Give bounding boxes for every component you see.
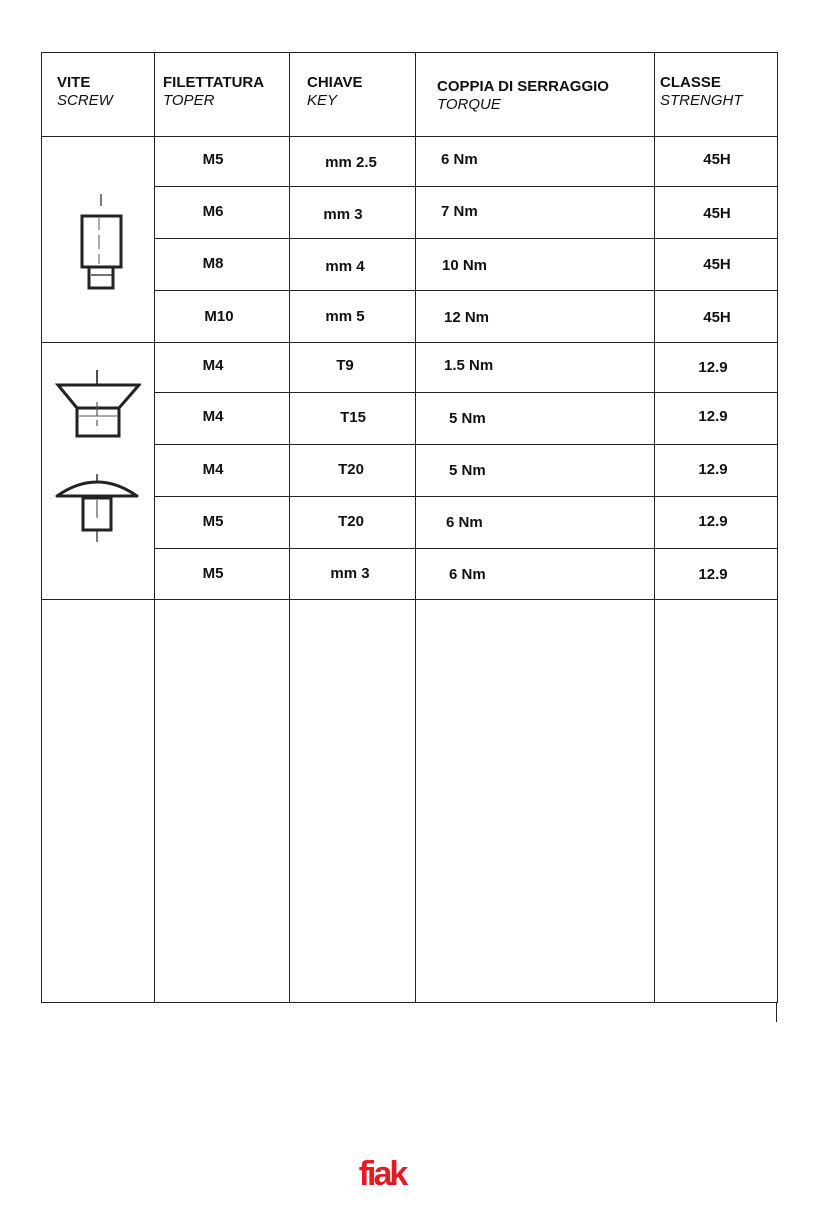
header-label: FILETTATURA: [163, 74, 265, 91]
header-sublabel: TORQUE: [437, 96, 501, 113]
header-vite: [57, 74, 113, 110]
countersunk-screw-icon: [55, 368, 141, 440]
header-coppia: [437, 78, 609, 114]
torque-cell: 6 Nm: [449, 566, 486, 583]
thread-cell: M5: [202, 513, 224, 530]
key-cell: mm 2.5: [325, 154, 377, 171]
header-label: COPPIA DI SERRAGGIO: [437, 78, 609, 95]
key-cell: mm 3: [323, 206, 363, 223]
row-divider: [154, 548, 777, 549]
row-divider: [154, 290, 777, 291]
header-chiave: [307, 74, 363, 110]
header-filettatura: [163, 74, 264, 110]
table-frame: [41, 52, 778, 1003]
row-divider: [154, 496, 777, 497]
row-divider: [154, 186, 777, 187]
torque-cell: 12 Nm: [444, 309, 490, 326]
thread-cell: M8: [202, 255, 224, 272]
socket-head-screw-icon: [75, 192, 123, 296]
thread-cell: M10: [204, 308, 234, 325]
fiak-logo: [352, 1155, 412, 1191]
torque-cell: 6 Nm: [441, 151, 478, 168]
torque-cell: 6 Nm: [446, 514, 483, 531]
thread-cell: M4: [202, 461, 224, 478]
class-cell: 45H: [703, 256, 731, 273]
torque-cell: 1.5 Nm: [444, 357, 494, 374]
header-label: VITE: [57, 74, 91, 91]
header-classe: [660, 74, 743, 110]
header-divider: [41, 136, 777, 137]
class-cell: 12.9: [698, 408, 728, 425]
key-cell: T20: [338, 513, 364, 530]
header-label: CLASSE: [660, 74, 721, 91]
group-divider: [41, 599, 777, 600]
header-label: CHIAVE: [307, 74, 363, 91]
thread-cell: M5: [202, 151, 224, 168]
key-cell: mm 4: [325, 258, 365, 275]
header-sublabel: SCREW: [57, 92, 113, 109]
class-cell: 12.9: [698, 359, 728, 376]
column-divider: [415, 52, 416, 1002]
key-cell: T9: [336, 357, 354, 374]
column-divider: [289, 52, 290, 1002]
torque-cell: 5 Nm: [449, 410, 486, 427]
class-cell: 45H: [703, 205, 731, 222]
torque-cell: 10 Nm: [442, 257, 488, 274]
row-divider: [154, 444, 777, 445]
header-sublabel: STRENGHT: [660, 92, 743, 109]
class-cell: 45H: [703, 309, 731, 326]
thread-cell: M5: [202, 565, 224, 582]
row-divider: [154, 238, 777, 239]
table-tail-line: [776, 1002, 777, 1022]
thread-cell: M4: [202, 357, 224, 374]
button-head-screw-icon: [53, 472, 139, 544]
column-divider: [654, 52, 655, 1002]
torque-table: [41, 52, 777, 1002]
key-cell: mm 5: [325, 308, 365, 325]
class-cell: 12.9: [698, 566, 728, 583]
group-divider: [41, 342, 777, 343]
class-cell: 12.9: [698, 461, 728, 478]
key-cell: mm 3: [330, 565, 370, 582]
row-divider: [154, 392, 777, 393]
class-cell: 45H: [703, 151, 731, 168]
class-cell: 12.9: [698, 513, 728, 530]
thread-cell: M4: [202, 408, 224, 425]
thread-cell: M6: [202, 203, 224, 220]
key-cell: T15: [340, 409, 366, 426]
column-divider: [154, 52, 155, 1002]
logo-text: fiak: [358, 1155, 406, 1191]
key-cell: T20: [338, 461, 364, 478]
torque-cell: 7 Nm: [441, 203, 478, 220]
header-sublabel: TOPER: [163, 92, 215, 109]
header-sublabel: KEY: [307, 92, 338, 109]
torque-cell: 5 Nm: [449, 462, 486, 479]
